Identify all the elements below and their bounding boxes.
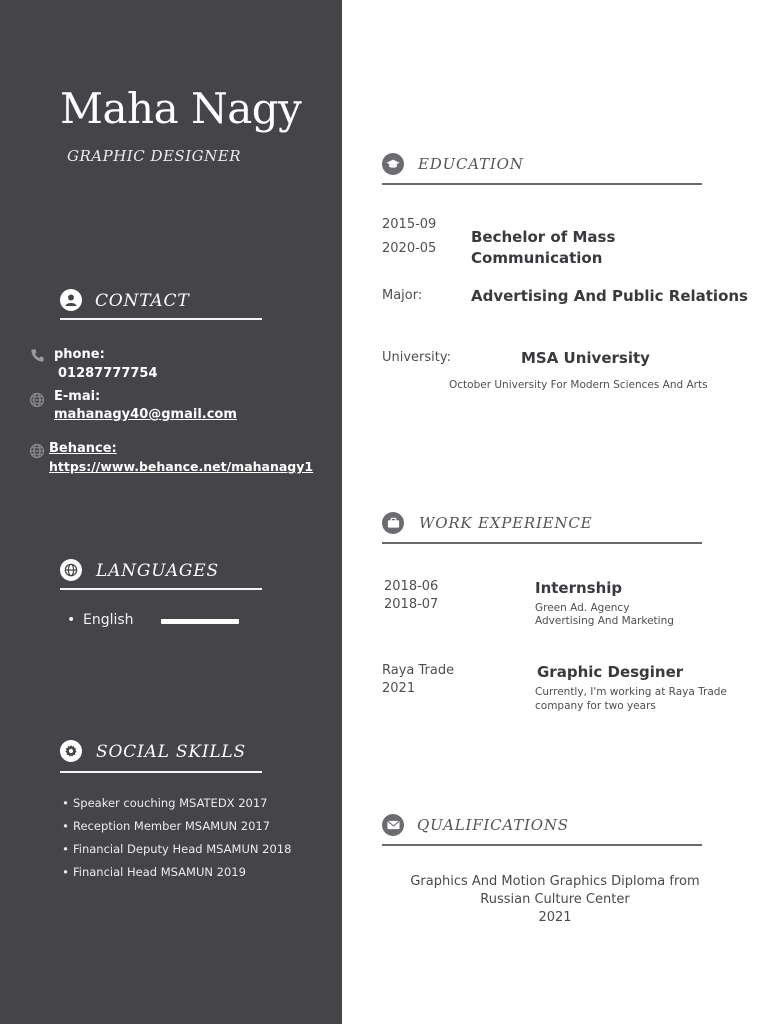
university-name: MSA University xyxy=(521,349,650,367)
degree-line-1: Bechelor of Mass xyxy=(471,228,616,246)
job-1-date-end: 2018-07 xyxy=(384,597,439,612)
globe-icon xyxy=(29,392,45,408)
email-link[interactable]: mahanagy40@gmail.com xyxy=(54,407,237,422)
phone-value[interactable]: 01287777754 xyxy=(58,366,158,381)
job-2-company: Raya Trade xyxy=(382,663,455,678)
job-1-role: Internship xyxy=(535,579,623,597)
university-full-name: October University For Modern Sciences And Arts xyxy=(449,379,708,391)
gear-icon xyxy=(60,740,82,762)
list-item: • Reception Member MSAMUN 2017 xyxy=(58,815,291,838)
languages-heading: LANGUAGES xyxy=(96,561,219,581)
job-1-desc-1: Green Ad. Agency xyxy=(535,602,630,614)
job-2-desc-2: company for two years xyxy=(535,700,656,712)
social-skills-divider xyxy=(60,771,262,773)
work-experience-heading: WORK EXPERIENCE xyxy=(419,514,593,532)
behance-label: Behance: xyxy=(49,441,117,456)
major-value: Advertising And Public Relations xyxy=(471,287,748,305)
qualification-line-2: Russian Culture Center xyxy=(480,892,630,907)
phone-icon xyxy=(29,347,45,363)
job-1-date-start: 2018-06 xyxy=(384,579,439,594)
contact-heading: CONTACT xyxy=(95,291,190,311)
education-heading: EDUCATION xyxy=(418,155,524,173)
education-divider xyxy=(382,183,702,185)
job-1-desc-2: Advertising And Marketing xyxy=(535,615,674,627)
main-content xyxy=(342,0,768,1024)
envelope-icon xyxy=(382,814,404,836)
education-start-date: 2015-09 xyxy=(382,217,437,232)
list-item: • Speaker couching MSATEDX 2017 xyxy=(58,792,291,815)
language-item: • English xyxy=(67,612,134,628)
language-globe-icon xyxy=(60,559,82,581)
degree-line-2: Communication xyxy=(471,249,603,267)
qualification-year: 2021 xyxy=(538,910,572,925)
job-2-year: 2021 xyxy=(382,681,416,696)
globe-icon xyxy=(29,443,45,459)
language-level-bar xyxy=(161,619,239,624)
qualifications-divider xyxy=(382,844,702,846)
contact-divider xyxy=(60,318,262,320)
briefcase-icon xyxy=(382,512,404,534)
qualification-line-1: Graphics And Motion Graphics Diploma from xyxy=(410,874,700,889)
profile-name: Maha Nagy xyxy=(60,84,302,133)
major-label: Major: xyxy=(382,288,423,303)
job-2-desc-1: Currently, I'm working at Raya Trade xyxy=(535,686,727,698)
qualifications-heading: QUALIFICATIONS xyxy=(417,816,569,834)
social-skills-heading: SOCIAL SKILLS xyxy=(96,742,246,762)
university-label: University: xyxy=(382,350,452,365)
language-level-track xyxy=(161,619,239,624)
languages-divider xyxy=(60,588,262,590)
work-experience-divider xyxy=(382,542,702,544)
graduation-cap-icon xyxy=(382,153,404,175)
user-icon xyxy=(60,289,82,311)
list-item: • Financial Deputy Head MSAMUN 2018 xyxy=(58,838,291,861)
education-end-date: 2020-05 xyxy=(382,241,437,256)
sidebar xyxy=(0,0,342,1024)
profile-title: GRAPHIC DESIGNER xyxy=(67,147,241,165)
qualification-block xyxy=(342,873,768,927)
language-name: English xyxy=(83,612,134,628)
email-label: E-mai: xyxy=(54,389,101,404)
phone-label: phone: xyxy=(54,347,105,362)
job-2-role: Graphic Desginer xyxy=(537,663,684,681)
behance-link[interactable]: https://www.behance.net/mahanagy1 xyxy=(49,459,314,474)
list-item: • Financial Head MSAMUN 2019 xyxy=(58,861,291,884)
social-skills-list xyxy=(58,792,291,884)
